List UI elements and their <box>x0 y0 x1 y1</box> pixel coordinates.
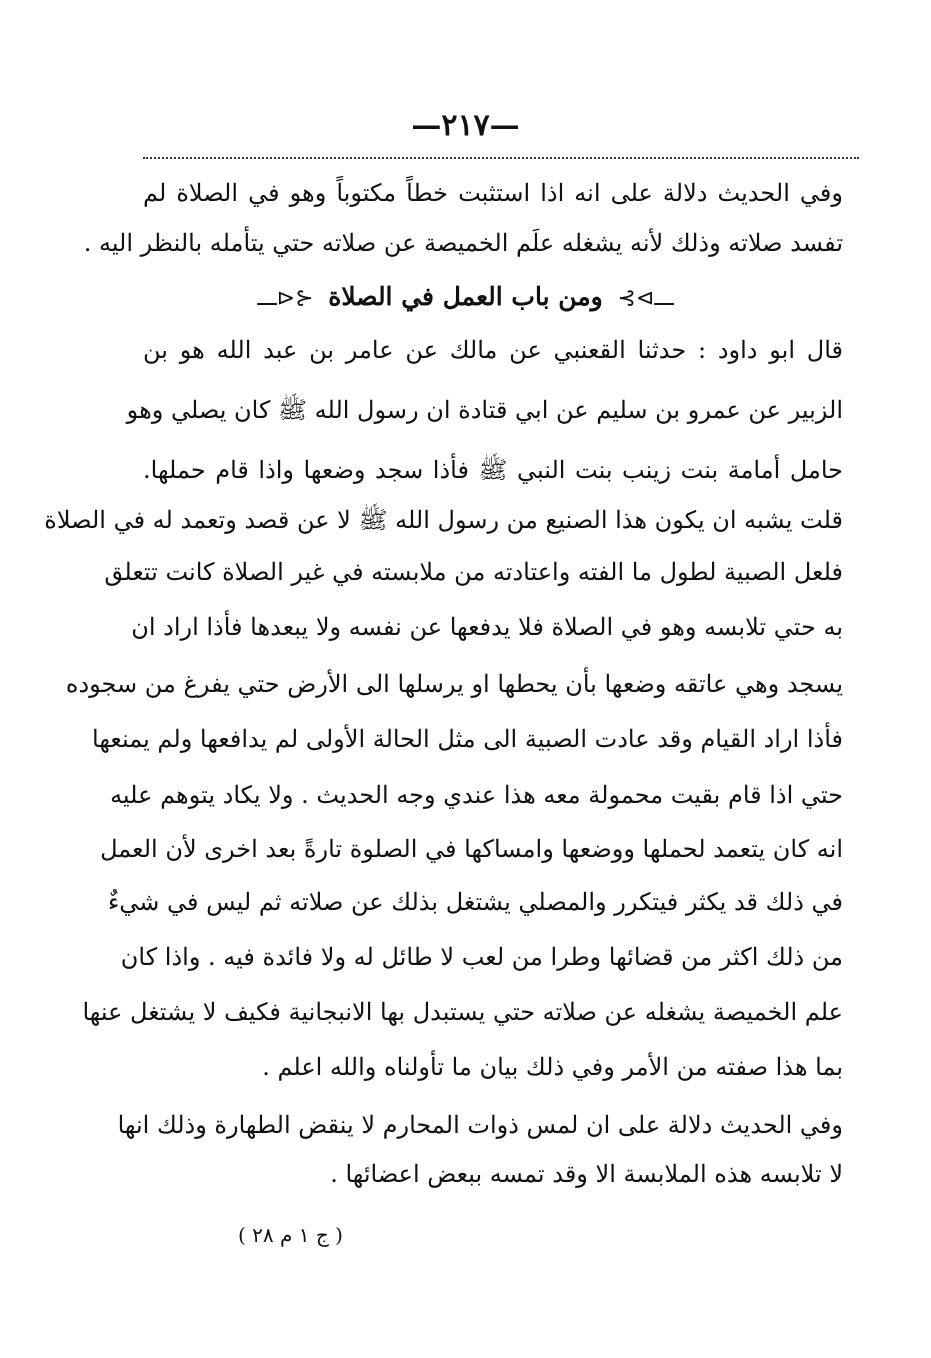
heading-text: ومن باب العمل في الصلاة <box>328 282 603 311</box>
heading-ornament-left: ⊰⊲ـــ <box>257 286 314 311</box>
body-line-5: فلعل الصبية لطول ما الفته واعتادته من ملابسته في غير الصلاة كانت تتعلق <box>104 558 843 586</box>
page-number: —٢١٧— <box>411 108 520 143</box>
body-line-13: علم الخميصة يشغله عن صلاته حتي يستبدل بها الانبجانية فكيف لا يشتغل عنها <box>82 998 843 1026</box>
body-line-14: بما هذا صفته من الأمر وفي ذلك بيان ما تأولناه والله اعلم . <box>262 1053 843 1081</box>
body-line-8: فأذا اراد القيام وقد عادت الصبية الى مثل الحالة الأولى لم يدافعها ولم يمنعها <box>92 725 843 753</box>
body-line-1: قال ابو داود : حدثنا القعنبي عن مالك عن عامر بن عبد الله هو بن <box>143 336 843 364</box>
heading-ornament-right: ـــ⊳⊱ <box>617 286 674 311</box>
body-line-6: به حتي تلابسه وهو في الصلاة فلا يدفعها عن نفسه ولا يبعدها فأذا اراد ان <box>131 613 843 641</box>
body-line-10: انه كان يتعمد لحملها ووضعها وامساكها في الصلوة تارةً بعد اخرى لأن العمل <box>100 835 843 863</box>
section-heading <box>0 280 931 316</box>
closing-line-2: لا تلابسه هذه الملابسة الا وقد تمسه ببعض اعضائها . <box>330 1160 843 1188</box>
body-line-4: قلت يشبه ان يكون هذا الصنيع من رسول الله ﷺ لا عن قصد وتعمد له في الصلاة <box>44 506 843 534</box>
body-line-12: من ذلك اكثر من قضائها وطرا من لعب لا طائل له ولا فائدة فيه . واذا كان <box>120 943 843 971</box>
body-line-9: حتي اذا قام بقيت محمولة معه هذا عندي وجه الحديث . ولا يكاد يتوهم عليه <box>110 781 843 809</box>
body-line-7: يسجد وهي عاتقه وضعها بأن يحطها او يرسلها الى الأرض حتي يفرغ من سجوده <box>65 670 843 698</box>
closing-line-1: وفي الحديث دلالة على ان لمس ذوات المحارم لا ينقض الطهارة وذلك انها <box>117 1111 843 1139</box>
body-line-2: الزبير عن عمرو بن سليم عن ابي قتادة ان رسول الله ﷺ كان يصلي وهو <box>126 396 843 424</box>
text-line-2: تفسد صلاته وذلك لأنه يشغله علَم الخميصة عن صلاته حتي يتأمله بالنظر اليه . <box>83 229 843 257</box>
body-line-11: في ذلك قد يكثر فيتكرر والمصلي يشتغل بذلك عن صلاته ثم ليس في شيءٌ <box>107 888 843 916</box>
body-line-3: حامل أمامة بنت زينب بنت النبي ﷺ فأذا سجد وضعها واذا قام حملها. <box>143 456 843 484</box>
header-divider <box>143 157 859 159</box>
text-line-1: وفي الحديث دلالة على انه اذا استثبت خطاً مكتوباً وهو في الصلاة لم <box>143 179 843 207</box>
signature-mark: ( ج ١ م ٢٨ ) <box>238 1223 343 1247</box>
